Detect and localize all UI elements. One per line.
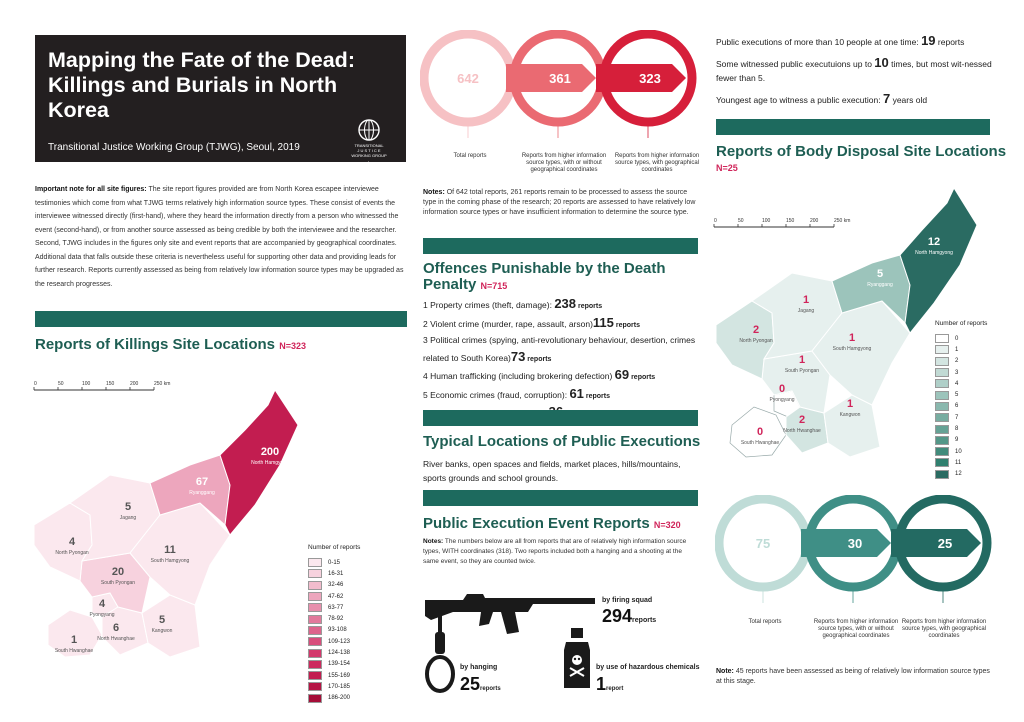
region-value: 2 <box>798 414 806 426</box>
scale-tick-label: 0 <box>714 218 717 224</box>
offence-count: 238 <box>554 296 577 311</box>
funnel-top-label-1: Total reports <box>453 153 487 159</box>
legend-item <box>935 401 987 412</box>
legend-swatch <box>935 447 949 456</box>
legend-label: 6 <box>955 403 959 410</box>
legend-item <box>935 457 987 468</box>
offence-item <box>423 315 698 334</box>
important-note-text: The site report figures provided are from North Korea escapee interviewee testimonies which come from what TJWG terms relatively high information source types. These consist of events the interviewee witnessed directly (first-hand), where they heard the information directly from a person who witnessed the event (second-hand), or from another source assessed as being credible by both the interviewee and the researcher. Second, TJWG includes in the figures only site and event reports that are accompanied by geographical coordinates. Additional data that falls outside these criteria is nevertheless useful for supporting other data and providing leads for further research. Reports currently assessed as being from relatively low information source types may be upgraded as the research progresses. <box>35 186 404 288</box>
offence-item <box>423 386 698 405</box>
chemicals-number: 1 <box>596 674 607 694</box>
legend-label: 5 <box>955 392 959 399</box>
scale-tick-label: 250 km <box>154 381 171 387</box>
funnel-arrow <box>801 529 891 557</box>
legend-item <box>935 333 987 344</box>
offences-title-line-1: Offences Punishable by the Death <box>423 260 666 277</box>
region-name: Ryanggang <box>867 282 893 288</box>
legend-item <box>308 693 360 704</box>
region-name: South Hamgyong <box>150 558 190 564</box>
locations-title: Typical Locations of Public Executions <box>423 433 701 450</box>
offences-n: N=715 <box>480 281 508 291</box>
funnel-value: 361 <box>549 71 571 86</box>
bottom-note <box>716 667 991 687</box>
killings-title <box>35 336 306 353</box>
offence-text: 1 Property crimes (theft, damage): <box>423 300 555 310</box>
legend-swatch <box>308 592 322 601</box>
legend-item <box>308 647 360 658</box>
title-line-2: Killings and Burials in North Korea <box>48 73 338 122</box>
fact-text: Some witnessed public executuions up to <box>716 59 875 69</box>
offence-count: 61 <box>569 385 584 401</box>
region-value: 12 <box>927 236 941 248</box>
legend-swatch <box>308 626 322 635</box>
events-notes-label: Notes: <box>423 538 444 545</box>
firing-squad-unit: reports <box>632 617 657 624</box>
legend-swatch <box>308 682 322 691</box>
offence-unit: reports <box>525 355 552 363</box>
legend-label: 16-31 <box>328 570 344 577</box>
region-name: North Pyongan <box>739 338 773 344</box>
notes-top <box>423 188 698 218</box>
fact-suffix: times, but most wit-nessed fewer than 5. <box>716 59 992 83</box>
funnel-bottom <box>715 495 995 615</box>
region-value: 4 <box>98 598 106 610</box>
region-value: 0 <box>756 426 764 438</box>
region-name: Pyongyang <box>89 612 115 618</box>
region-value: 200 <box>260 446 280 458</box>
legend-label: 0 <box>955 335 959 342</box>
region-name: South Pyongan <box>784 368 820 374</box>
legend-swatch <box>935 379 949 388</box>
fact-suffix: reports <box>935 37 965 47</box>
fact-item <box>716 56 1001 85</box>
offence-count: 69 <box>614 367 630 382</box>
region-name: South Hamgyong <box>832 346 872 352</box>
killings-legend <box>308 544 360 704</box>
region-name: North Pyongan <box>55 550 89 556</box>
legend-label: 63-77 <box>328 604 344 611</box>
scale-tick-label: 200 <box>810 218 819 224</box>
scale-tick-label: 150 <box>106 381 115 387</box>
legend-item <box>308 602 360 613</box>
scale-tick-label: 200 <box>130 381 139 387</box>
legend-item <box>308 625 360 636</box>
legend-swatch <box>308 569 322 578</box>
funnel-top <box>420 30 710 150</box>
legend-swatch <box>308 649 322 658</box>
section-bar-locations <box>423 410 698 426</box>
events-title <box>423 515 681 532</box>
offence-text: 3 Political crimes (spying, anti-revolutionary behaviour, desertion, crimes related to South Korea) <box>423 335 696 363</box>
website-url[interactable]: www.tjwg.org <box>349 162 391 169</box>
region-value: 5 <box>124 501 132 513</box>
legend-label: 78-92 <box>328 616 344 623</box>
legend-swatch <box>308 581 322 590</box>
legend-label: 109-123 <box>328 638 351 645</box>
offence-count: 115 <box>592 314 614 330</box>
killings-map <box>30 385 330 675</box>
poison-bottle-icon <box>562 628 592 690</box>
offence-item <box>423 367 698 386</box>
legend-swatch <box>935 470 949 479</box>
chemicals-count <box>596 674 623 695</box>
globe-icon <box>357 118 381 142</box>
funnel-top-label-2: Reports from higher information source types, with or without geographical coordinates <box>521 153 607 173</box>
locations-text: River banks, open spaces and fields, market places, hills/mountains, sports grounds and school grounds. <box>423 459 681 483</box>
disposal-n: N=25 <box>716 163 738 173</box>
important-note <box>35 183 407 291</box>
title-line-1: Mapping the Fate of the Dead: <box>48 48 355 72</box>
facts-list <box>716 34 1001 114</box>
events-notes-text: The numbers below are all from reports that are of relatively high information source types, WITH coordinates (318). Two reports included both a hanging and a shooting at the same event, so they are counted twice. <box>423 538 687 565</box>
legend-item <box>935 469 987 480</box>
disposal-legend <box>935 320 987 480</box>
legend-swatch <box>308 615 322 624</box>
offence-unit: reports <box>629 374 656 381</box>
legend-label: 9 <box>955 437 959 444</box>
funnel-value: 30 <box>847 536 863 551</box>
hanging-label: by hanging <box>460 664 498 671</box>
region-north-hamgyong <box>900 188 977 333</box>
region-name: Jagang <box>119 515 137 521</box>
legend-label: 8 <box>955 426 959 433</box>
region-value: 1 <box>798 354 806 366</box>
legend-item <box>935 367 987 378</box>
region-value: 1 <box>848 332 856 344</box>
logo-text-1: TRANSITIONAL <box>354 143 384 148</box>
region-name: South Hwanghae <box>740 440 780 446</box>
region-name: North Hamgyong <box>915 250 953 256</box>
offence-item <box>423 333 698 367</box>
legend-label: 170-185 <box>328 683 351 690</box>
logo-text-3: WORKING GROUP <box>351 153 387 158</box>
funnel-value: 642 <box>457 71 479 86</box>
legend-item <box>308 659 360 670</box>
important-note-label: Important note for all site figures: <box>35 186 147 193</box>
legend-item <box>308 636 360 647</box>
region-kangwon <box>142 595 200 657</box>
legend-swatch <box>935 391 949 400</box>
scale-tick-label: 50 <box>58 381 64 387</box>
region-name: Kangwon <box>151 628 173 634</box>
legend-swatch <box>935 334 949 343</box>
fact-number: 19 <box>921 33 936 48</box>
region-name: North Hwanghae <box>97 636 135 642</box>
legend-swatch <box>308 558 322 567</box>
legend-item <box>935 423 987 434</box>
killings-n: N=323 <box>279 341 306 351</box>
offences-title <box>423 261 666 294</box>
organization-name: Transitional Justice Working Group (TJWG), Seoul, 2019 <box>48 142 300 153</box>
region-value: 67 <box>195 476 209 488</box>
hanging-count <box>460 674 501 695</box>
events-notes <box>423 537 698 567</box>
region-value: 1 <box>846 398 854 410</box>
legend-swatch <box>308 694 322 703</box>
legend-item <box>935 389 987 400</box>
offence-count: 73 <box>510 348 526 364</box>
legend-swatch <box>935 425 949 434</box>
legend-label: 139-154 <box>328 661 351 668</box>
funnel-bottom-label-2: Reports from higher information source types, with or without geographical coordinates <box>813 619 899 639</box>
fact-number: 10 <box>874 55 889 70</box>
firing-squad-count <box>602 606 656 627</box>
legend-item <box>308 580 360 591</box>
hanging-unit: reports <box>480 686 501 692</box>
legend-label: 124-138 <box>328 650 351 657</box>
legend-swatch <box>935 458 949 467</box>
legend-label: 2 <box>955 358 959 365</box>
region-value: 6 <box>112 622 120 634</box>
legend-swatch <box>935 345 949 354</box>
legend-label: 32-46 <box>328 582 344 589</box>
offences-title-line-2: Penalty <box>423 276 477 293</box>
noose-icon <box>420 612 460 694</box>
funnel-bottom-label-1: Total reports <box>748 619 782 625</box>
legend-label: 7 <box>955 414 959 421</box>
section-bar-disposal <box>716 119 990 135</box>
region-name: Jagang <box>797 308 815 314</box>
legend-label: 186-200 <box>328 695 351 702</box>
legend-swatch <box>935 357 949 366</box>
legend-swatch <box>935 368 949 377</box>
offence-unit: reports <box>583 392 610 400</box>
legend-item <box>935 344 987 355</box>
scale-tick-label: 0 <box>34 381 37 387</box>
fact-item <box>716 92 1001 107</box>
events-n: N=320 <box>653 520 681 530</box>
logo-text-2: J U S T I C E <box>357 148 381 153</box>
legend-label: 11 <box>955 459 962 466</box>
chemicals-unit: report <box>606 686 624 692</box>
region-name: South Hwanghae <box>54 648 94 654</box>
region-name: Pyongyang <box>769 397 795 403</box>
legend-swatch <box>935 436 949 445</box>
bottom-note-text: 45 reports have been assessed as being of relatively low information source types at this stage. <box>716 668 990 685</box>
events-title-text: Public Execution Event Reports <box>423 515 650 532</box>
fact-item <box>716 34 1001 49</box>
fact-text: Youngest age to witness a public execution: <box>716 95 883 105</box>
scale-tick-label: 250 km <box>834 218 851 224</box>
legend-label: 155-169 <box>328 672 351 679</box>
legend-item <box>935 378 987 389</box>
region-name: Ryanggang <box>189 490 215 496</box>
legend-label: 12 <box>955 471 962 478</box>
offence-text: 2 Violent crime (murder, rape, assault, arson) <box>423 318 593 329</box>
offence-text: 4 Human trafficking (including brokering defection) <box>423 371 615 381</box>
disposal-legend-title: Number of reports <box>935 320 988 327</box>
legend-label: 0-15 <box>328 559 341 566</box>
hanging-number: 25 <box>460 674 481 694</box>
legend-item <box>935 446 987 457</box>
legend-item <box>308 591 360 602</box>
legend-swatch <box>935 413 949 422</box>
section-bar-events <box>423 490 698 506</box>
firing-squad-number: 294 <box>602 606 633 626</box>
funnel-bottom-label-3: Reports from higher information source types, with geographical coordinates <box>901 619 987 639</box>
legend-label: 4 <box>955 380 959 387</box>
legend-swatch <box>935 402 949 411</box>
disposal-title: Reports of Body Disposal Site Locations <box>716 143 1007 160</box>
region-value: 2 <box>752 324 760 336</box>
legend-item <box>308 557 360 568</box>
killings-legend-title: Number of reports <box>308 544 361 551</box>
page-title <box>48 48 398 123</box>
scale-tick-label: 100 <box>82 381 91 387</box>
offence-unit: reports <box>576 303 603 310</box>
notes-top-label: Notes: <box>423 189 445 196</box>
funnel-value: 75 <box>755 536 771 551</box>
legend-label: 3 <box>955 369 959 376</box>
legend-label: 47-62 <box>328 593 344 600</box>
region-value: 5 <box>158 614 166 626</box>
region-name: North Hamgyong <box>251 460 289 466</box>
region-value: 11 <box>164 544 176 556</box>
legend-label: 10 <box>955 448 962 455</box>
legend-item <box>308 681 360 692</box>
killings-title-text: Reports of Killings Site Locations <box>35 336 276 353</box>
scale-tick-label: 150 <box>786 218 795 224</box>
funnel-top-label-3: Reports from higher information source types, with geographical coordinates <box>614 153 700 173</box>
notes-top-text: Of 642 total reports, 261 reports remain to be processed to assess the source type in the coming phase of the research; 20 reports are assessed to have relatively low information source types or have insufficient information to determine the source type. <box>423 189 696 216</box>
offence-text: 5 Economic crimes (fraud, corruption): <box>423 389 570 400</box>
legend-item <box>935 435 987 446</box>
region-value: 20 <box>111 566 125 578</box>
chemicals-label: by use of hazardous chemicals <box>596 664 700 671</box>
legend-label: 1 <box>955 346 959 353</box>
region-name: North Hwanghae <box>783 428 821 434</box>
legend-swatch <box>308 671 322 680</box>
tjwg-logo <box>349 118 389 158</box>
legend-label: 93-108 <box>328 627 347 634</box>
offence-item <box>423 296 698 315</box>
bottom-note-label: Note: <box>716 668 734 675</box>
offences-list <box>423 296 698 423</box>
fact-text: Public executions of more than 10 people at one time: <box>716 37 922 47</box>
region-value: 1 <box>70 634 78 646</box>
region-value: 4 <box>68 536 76 548</box>
legend-item <box>935 356 987 367</box>
fact-number: 7 <box>882 91 891 106</box>
legend-item <box>308 568 360 579</box>
region-value: 5 <box>876 268 884 280</box>
section-bar-offences <box>423 238 698 254</box>
region-name: Kangwon <box>839 412 861 418</box>
funnel-value: 323 <box>639 71 661 86</box>
section-bar-killings <box>35 311 407 327</box>
legend-swatch <box>308 637 322 646</box>
scale-tick-label: 100 <box>762 218 771 224</box>
fact-suffix: years old <box>890 95 928 105</box>
firing-squad-label: by firing squad <box>602 597 653 604</box>
legend-item <box>308 670 360 681</box>
legend-item <box>935 412 987 423</box>
region-value: 1 <box>802 294 810 306</box>
region-name: South Pyongan <box>100 580 136 586</box>
region-value: 0 <box>778 383 786 395</box>
scale-tick-label: 50 <box>738 218 744 224</box>
funnel-arrow <box>891 529 981 557</box>
offence-unit: reports <box>613 321 640 329</box>
legend-swatch <box>308 660 322 669</box>
funnel-value: 25 <box>937 536 953 551</box>
legend-swatch <box>308 603 322 612</box>
legend-item <box>308 613 360 624</box>
